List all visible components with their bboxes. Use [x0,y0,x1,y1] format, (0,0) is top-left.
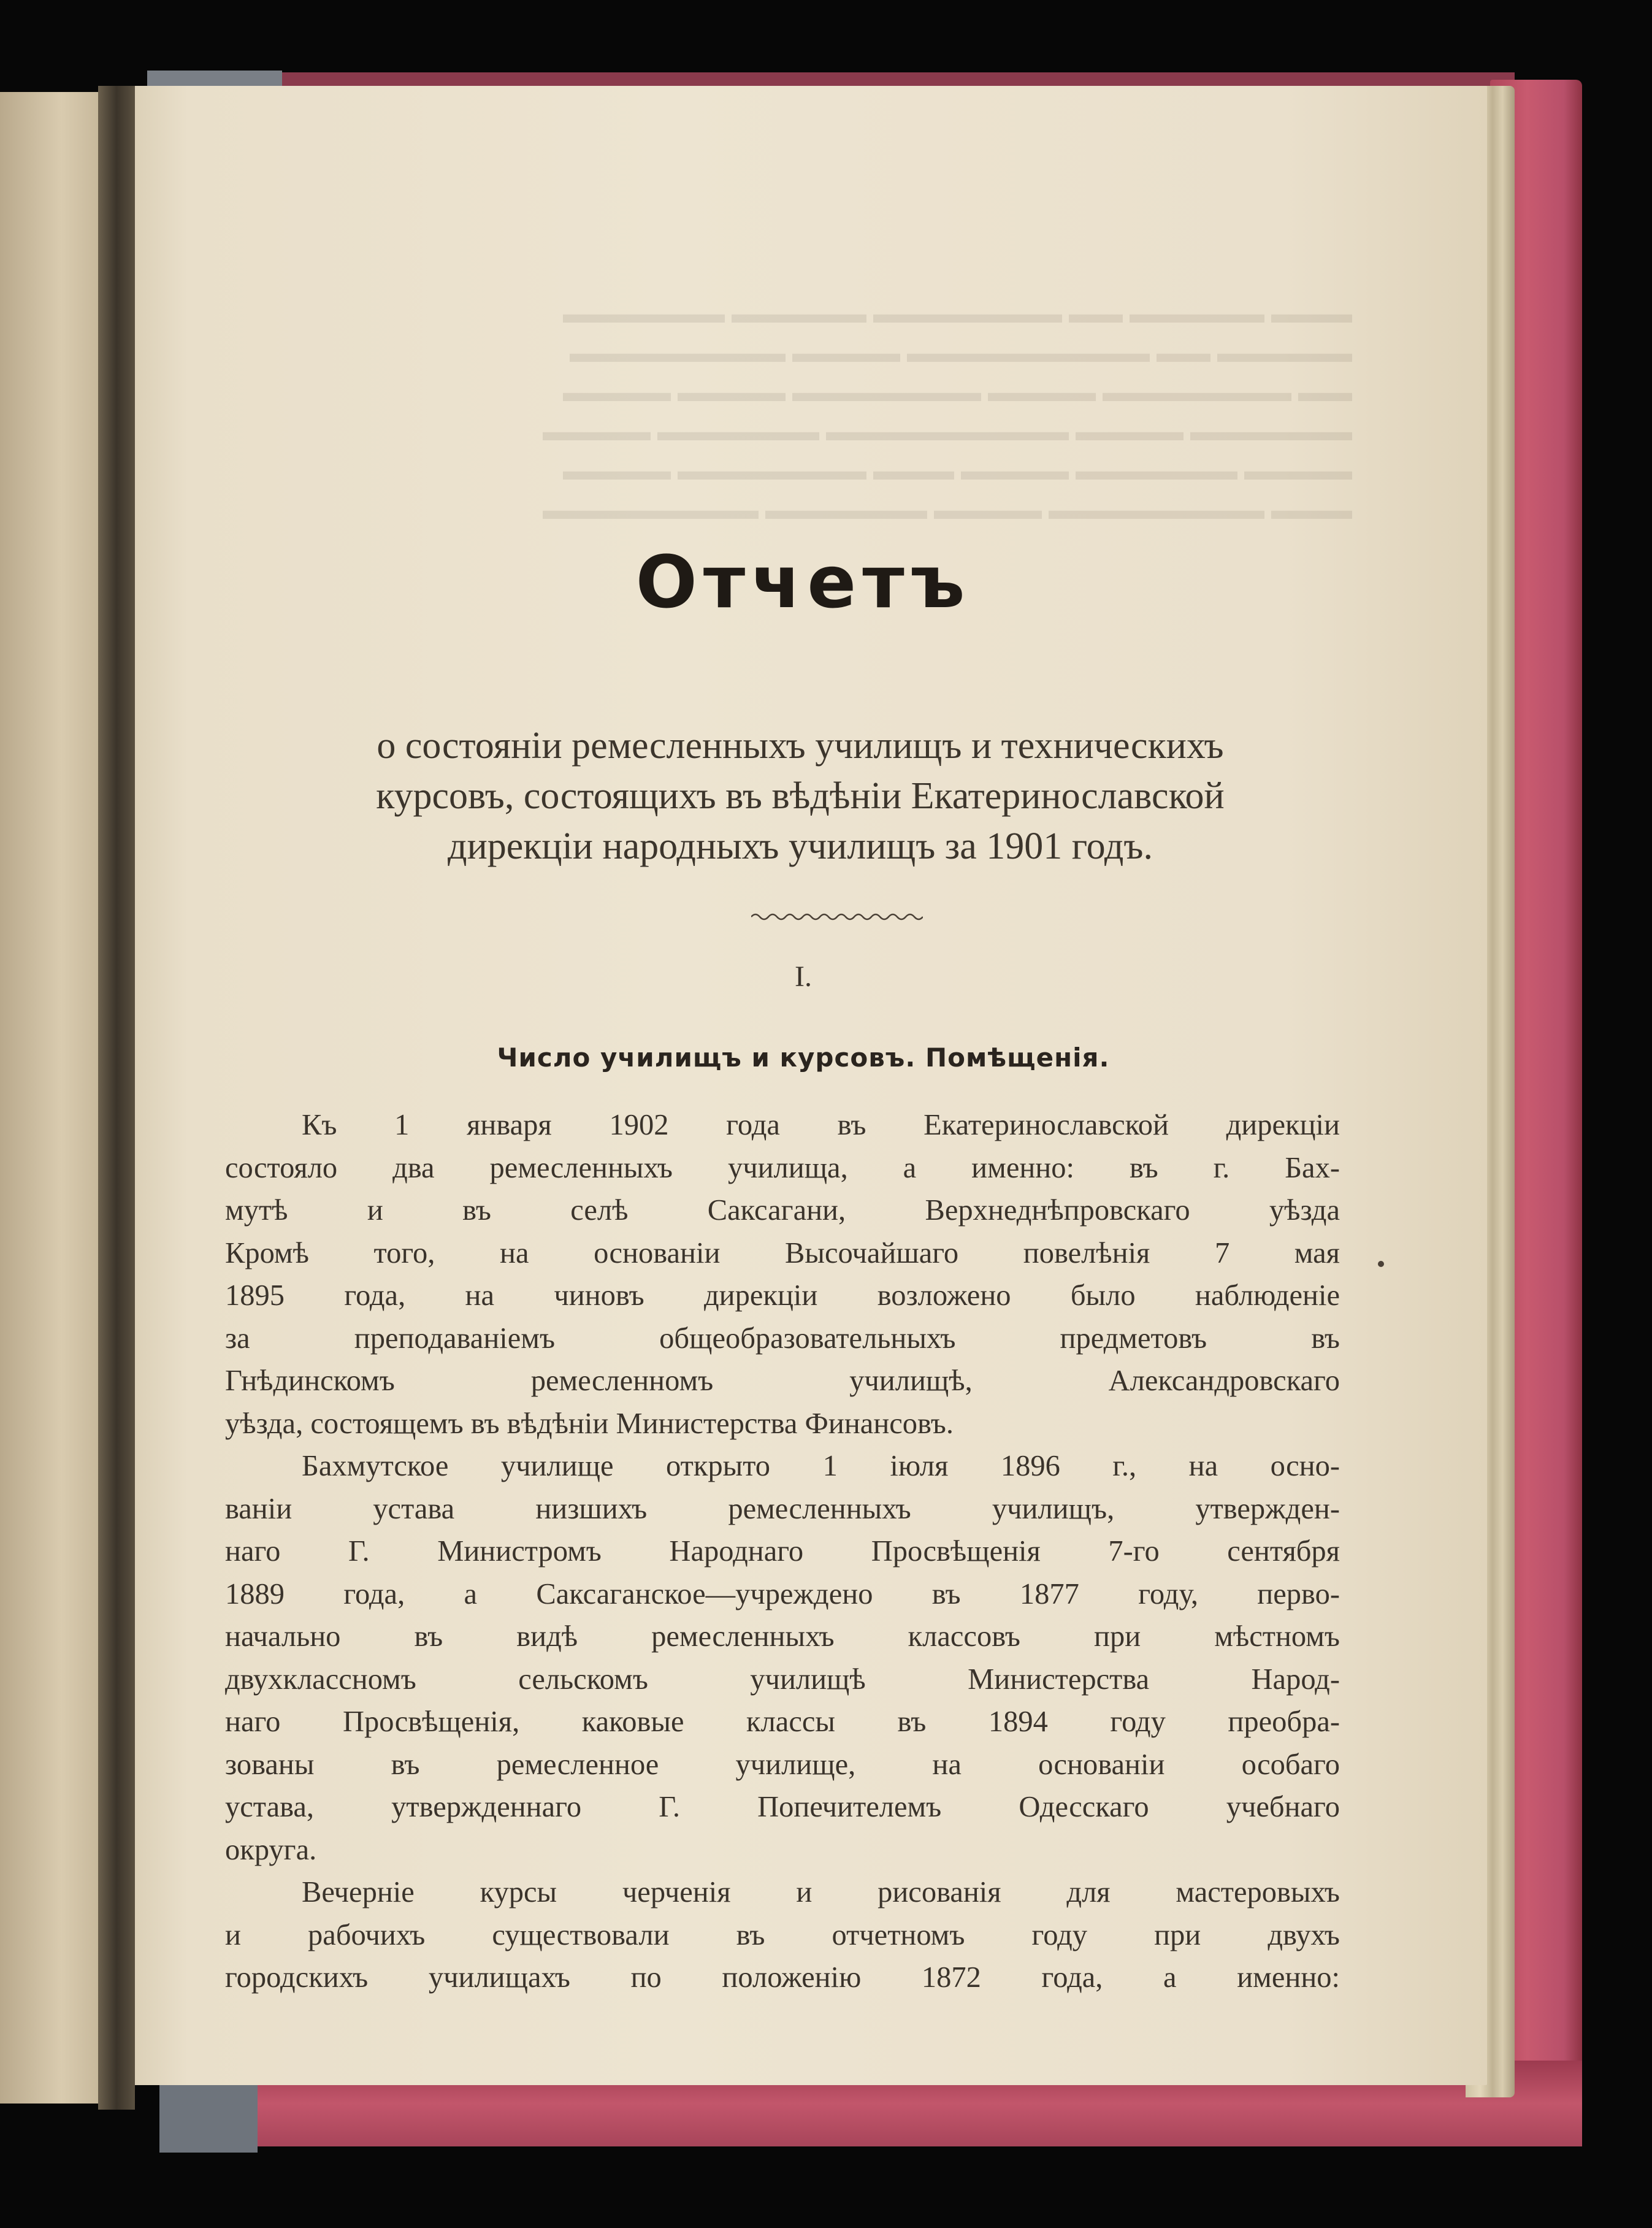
subtitle-line: курсовъ, состоящихъ въ вѣдѣніи Екатеринославской [376,775,1225,817]
text-line: устава, утвержденнаго Г. Попечителемъ Одесскаго учебнаго [225,1791,1340,1823]
text-line: наго Г. Министромъ Народнаго Просвѣщенія 7-го сентября [225,1535,1340,1568]
text-line: двухклассномъ сельскомъ училищѣ Министерства Народ- [225,1663,1340,1696]
subtitle-line: о состояніи ремесленныхъ училищъ и техническихъ [377,725,1224,767]
book-gutter [98,86,135,2110]
text-line: Бахмутское училище открыто 1 іюля 1896 г., на осно- [302,1450,1340,1482]
ink-speck [1378,1261,1384,1267]
document-subtitle [224,721,1377,871]
text-line: начально въ видѣ ремесленныхъ классовъ при мѣстномъ [225,1620,1340,1653]
text-line: и рабочихъ существовали въ отчетномъ году при двухъ [225,1918,1340,1951]
body-text [225,1104,1340,1999]
text-line: состояло два ремесленныхъ училища, а именно: въ г. Бах- [225,1151,1340,1184]
text-line: Вечерніе курсы черченія и рисованія для мастеровыхъ [302,1876,1340,1908]
text-line: 1895 года, на чиновъ дирекціи возложено было наблюденіе [225,1279,1340,1312]
text-line: Къ 1 января 1902 года въ Екатеринославской дирекціи [302,1109,1340,1141]
text-line: Гнѣдинскомъ ремесленномъ училищѣ, Александровскаго [225,1365,1340,1397]
text-line: за преподаваніемъ общеобразовательныхъ предметовъ въ [225,1322,1340,1355]
section-number: I. [795,960,812,993]
text-line: наго Просвѣщенія, каковые классы въ 1894 году преобра- [225,1705,1340,1738]
text-line: округа. [225,1833,317,1866]
text-line: 1889 года, а Саксаганское—учреждено въ 1877 году, перво- [225,1577,1340,1610]
spine-bottom [159,2085,258,2153]
subtitle-line: дирекціи народныхъ училищъ за 1901 годъ. [448,825,1153,867]
text-line: зованы въ ремесленное училище, на основаніи особаго [225,1748,1340,1781]
text-line: ваніи устава низшихъ ремесленныхъ училищъ, утвержден- [225,1492,1340,1525]
text-line: Кромѣ того, на основаніи Высочайшаго повелѣнія 7 мая [225,1236,1340,1269]
section-heading: Число училищъ и курсовъ. Помѣщенія. [497,1043,1110,1073]
text-line: мутѣ и въ селѣ Саксагани, Верхнеднѣпровскаго уѣзда [225,1194,1340,1227]
text-line: уѣзда, состоящемъ въ вѣдѣніи Министерства Финансовъ. [225,1407,954,1440]
document-title: Отчетъ [635,540,971,624]
document-page [120,86,1487,2085]
decorative-wavy-rule [751,911,923,923]
text-line: городскихъ училищахъ по положенію 1872 года, а именно: [225,1961,1340,1994]
bleed-through-text: ▬▬▬ ▬▬▬▬▬ ▬▬ ▬▬▬▬▬▬▬ ▬▬▬▬▬ ▬▬▬▬▬▬ ▬▬▬▬▬ ▬▬ ▬▬▬▬▬▬▬▬▬ ▬▬▬▬ ▬▬▬▬▬▬▬▬ ▬▬ ▬▬▬▬▬▬▬ ▬▬▬▬ ▬▬▬▬▬▬▬ ▬▬▬▬ ▬▬▬▬ ▬▬▬▬▬▬ ▬▬▬▬ ▬▬▬▬▬▬▬▬▬ ▬▬▬▬▬▬ ▬▬▬▬ ▬▬▬▬ ▬▬▬▬▬▬ ▬▬▬▬ ▬▬▬ ▬▬▬▬▬▬▬ ▬▬▬▬ ▬▬▬ ▬▬▬▬▬▬▬▬ ▬▬▬▬ ▬▬▬▬▬▬ ▬▬▬▬▬▬▬▬ [543,299,1352,525]
